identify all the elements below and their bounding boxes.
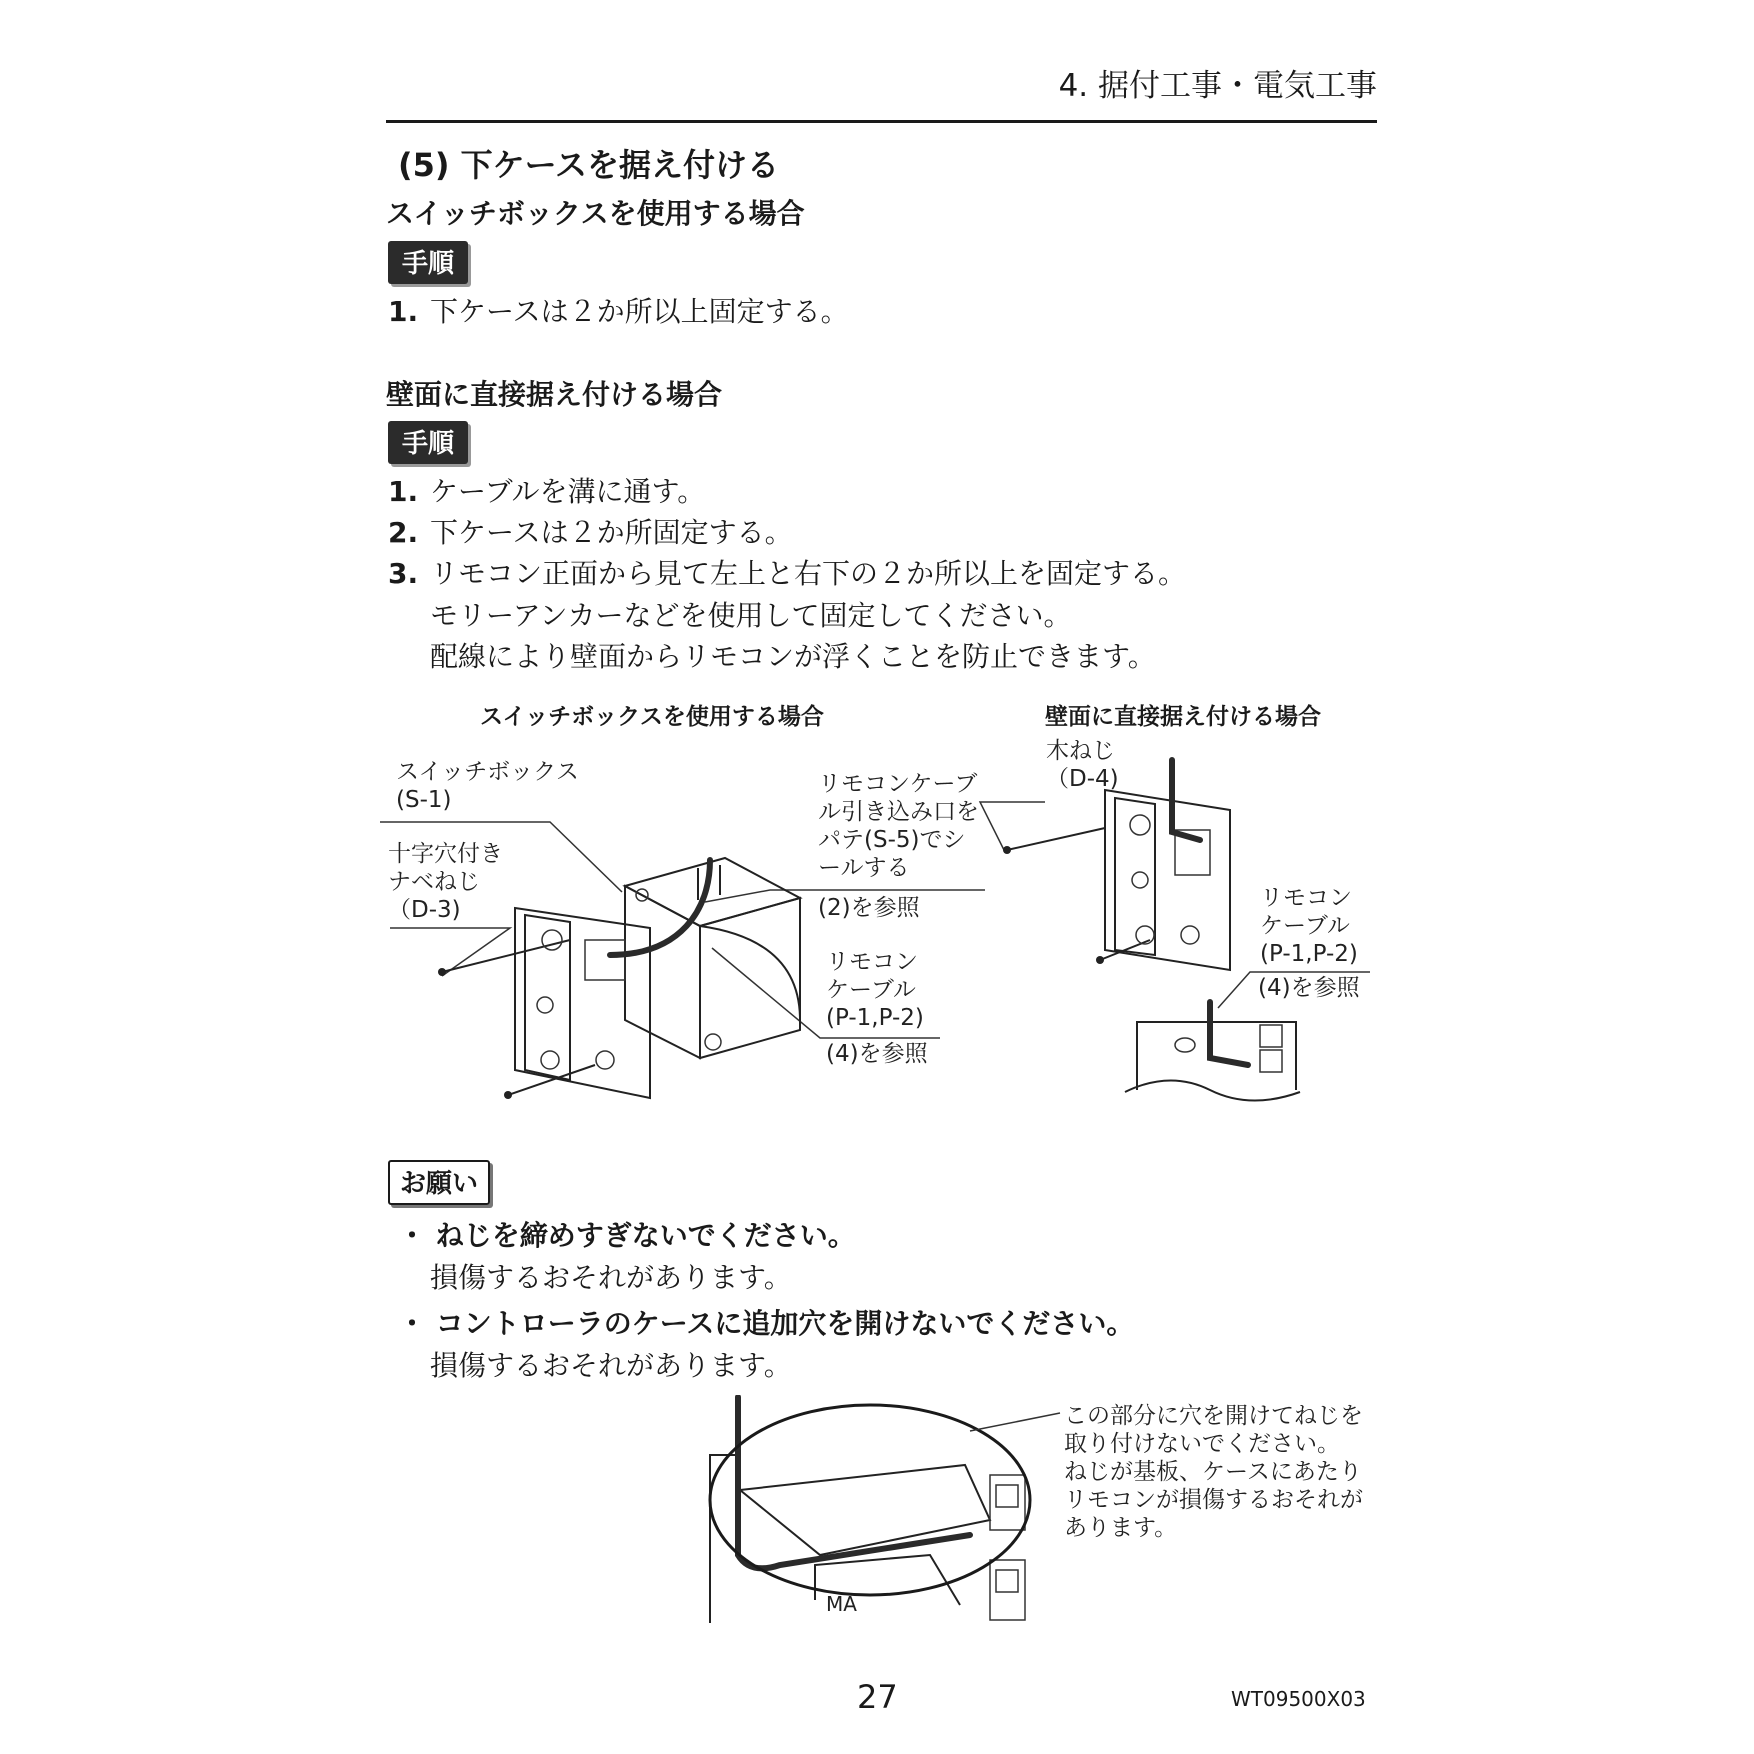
header-rule (386, 120, 1377, 123)
warning-note: この部分に穴を開けてねじを 取り付けないでください。 ねじが基板、ケースにあたり リモコンが損傷するおそれが あります。 (1064, 1403, 1363, 1541)
detail-diagram (700, 1395, 1070, 1625)
switch-box (625, 858, 800, 1058)
page-number: 27 (857, 1678, 898, 1716)
label-ref-4-left: (4)を参照 (826, 1041, 928, 1067)
direct-step-3: 3. リモコン正面から見て左上と右下の２か所以上を固定する。 (388, 557, 1187, 590)
chapter-title: 4. 据付工事・電気工事 (1058, 68, 1377, 104)
label-switchbox: スイッチボックス (S-1) (396, 759, 579, 813)
label-putty: リモコンケーブ ル引き込み口を パテ(S-5)でシ ールする (818, 771, 979, 881)
screw-icon (1003, 828, 1105, 854)
label-ref-4-right: (4)を参照 (1258, 975, 1360, 1001)
request-item-2: ・ コントローラのケースに追加穴を開けないでください。 (398, 1307, 1135, 1340)
document-id: WT09500X03 (1231, 1687, 1366, 1711)
figure-caption-switchbox: スイッチボックスを使用する場合 (480, 704, 824, 730)
direct-step-2: 2. 下ケースは２か所固定する。 (388, 516, 793, 549)
leader-warning (970, 1413, 1060, 1431)
detail-case (1125, 1002, 1300, 1101)
cable-right (1172, 760, 1200, 840)
request-item-1: ・ ねじを締めすぎないでください。 (398, 1219, 856, 1252)
label-wood-screw: 木ねじ （D-4) (1046, 738, 1119, 792)
label-ref-2: (2)を参照 (818, 895, 920, 921)
section-title: (5) 下ケースを据え付ける (398, 146, 780, 184)
direct-heading: 壁面に直接据え付ける場合 (386, 378, 723, 411)
label-screw-d3: 十字穴付き ナベねじ （D-3) (388, 841, 503, 923)
label-ma: MA (826, 1592, 857, 1616)
step-3-note-1: モリーアンカーなどを使用して固定してください。 (430, 599, 1072, 632)
switchbox-heading: スイッチボックスを使用する場合 (386, 197, 805, 230)
label-cable-left: リモコン ケーブル (P-1,P-2) (826, 949, 924, 1031)
switchbox-step-1: 1. 下ケースは２か所以上固定する。 (388, 295, 849, 328)
direct-step-1: 1. ケーブルを溝に通す。 (388, 475, 706, 508)
procedure-badge: 手順 (388, 421, 468, 464)
request-badge: お願い (388, 1160, 490, 1205)
step-3-note-2: 配線により壁面からリモコンが浮くことを防止できます。 (430, 640, 1156, 673)
label-cable-right: リモコン ケーブル (P-1,P-2) (1260, 885, 1358, 967)
procedure-badge: 手順 (388, 241, 468, 284)
request-item-1-sub: 損傷するおそれがあります。 (430, 1261, 792, 1294)
request-item-2-sub: 損傷するおそれがあります。 (430, 1349, 792, 1382)
lower-case-right (1105, 790, 1230, 970)
screw-icon (438, 940, 570, 976)
leader-screw-d3 (390, 928, 510, 976)
figure-caption-direct: 壁面に直接据え付ける場合 (1045, 704, 1321, 730)
